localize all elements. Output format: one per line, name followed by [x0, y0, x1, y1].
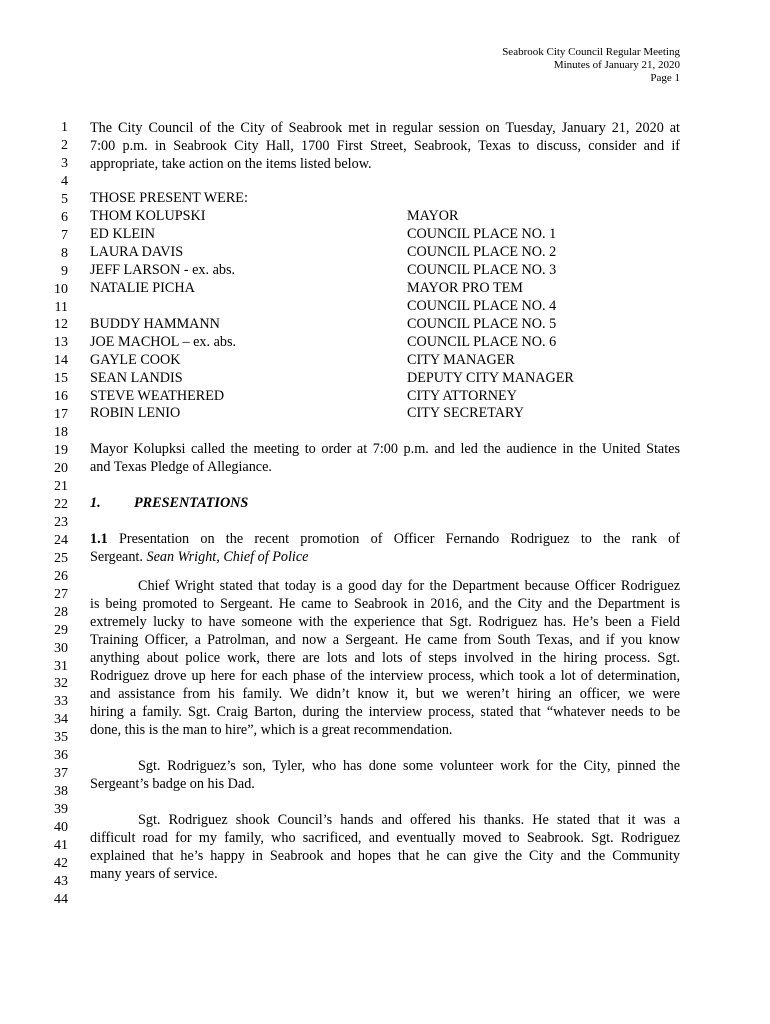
line-number: 20 — [54, 461, 68, 477]
line-number: 40 — [54, 820, 68, 835]
attendee-role: COUNCIL PLACE NO. 5 — [407, 315, 557, 332]
line-number: 38 — [54, 784, 68, 800]
header-page-number: Page 1 — [650, 72, 680, 84]
paragraph-line: anything about police work, there are lots and lots of steps involved in the hiring process. Sgt. — [90, 649, 680, 666]
paragraph-line: Sgt. Rodriguez’s son, Tyler, who has done some volunteer work for the City, pinned the — [138, 758, 680, 774]
paragraph-line: and assistance from his family. We didn’t know it, but we weren’t hiring an officer, we were — [90, 685, 680, 702]
attendee-name: ROBIN LENIO — [90, 405, 181, 422]
line-number: 34 — [54, 712, 68, 728]
agenda-item-number: 1.1 — [90, 531, 108, 547]
line-number: 26 — [54, 568, 68, 584]
line-number: 4 — [61, 173, 68, 189]
line-number: 11 — [54, 299, 68, 315]
attendee-name: JOE MACHOL – ex. abs. — [90, 333, 237, 350]
line-number: 44 — [54, 891, 68, 907]
line-number: 13 — [54, 335, 68, 351]
line-number: 16 — [54, 389, 68, 405]
line-number: 17 — [54, 407, 68, 423]
header-minutes-date: Minutes of January 21, 2020 — [553, 59, 680, 71]
line-number: 9 — [61, 263, 68, 279]
attendee-role: COUNCIL PLACE NO. 2 — [407, 243, 557, 260]
paragraph-line: Chief Wright stated that today is a good day for the Department because Officer Rodriguez — [138, 578, 680, 594]
paragraph-line: Sergeant’s badge on his Dad. — [90, 776, 255, 792]
line-number: 42 — [54, 855, 68, 871]
agenda-item-text: Sergeant. — [90, 549, 147, 565]
line-number: 21 — [54, 479, 68, 494]
attendee-name: BUDDY HAMMANN — [90, 315, 220, 332]
intro-line: appropriate, take action on the items listed below. — [90, 156, 372, 172]
section-title: PRESENTATIONS — [134, 495, 249, 511]
attendee-name: NATALIE PICHA — [90, 279, 195, 296]
line-number: 35 — [54, 730, 68, 746]
line-number: 25 — [54, 550, 68, 566]
line-number: 39 — [54, 802, 68, 818]
paragraph-line: done, this is the man to hire”, which is a great recommendation. — [90, 721, 453, 738]
paragraph-line: many years of service. — [90, 865, 218, 882]
attendee-name: SEAN LANDIS — [90, 369, 183, 386]
agenda-item-line — [90, 548, 680, 566]
attendee-role: COUNCIL PLACE NO. 6 — [407, 333, 557, 350]
attendee-role: MAYOR PRO TEM — [407, 279, 523, 296]
attendee-name: THOM KOLUPSKI — [90, 208, 206, 224]
attendee-name: STEVE WEATHERED — [90, 387, 225, 404]
agenda-item-text: Presentation on the recent promotion of Officer Fernando Rodriguez to the rank of — [118, 531, 680, 547]
line-number: 24 — [54, 532, 68, 548]
attendee-role: DEPUTY CITY MANAGER — [407, 369, 574, 386]
line-number: 15 — [54, 371, 68, 387]
line-number: 36 — [54, 748, 68, 764]
section-number: 1. — [90, 495, 101, 511]
intro-line: 7:00 p.m. in Seabrook City Hall, 1700 First Street, Seabrook, Texas to discuss, consider and if — [90, 138, 680, 154]
paragraph-line: difficult road for my family, who sacrificed, and eventually moved to Seabrook. Sgt. Rodriguez — [90, 830, 680, 846]
paragraph-line: Training Officer, a Patrolman, and now a Sergeant. He came from South Texas, and if you know — [90, 631, 680, 648]
line-number: 6 — [61, 209, 68, 225]
call-to-order-line: and Texas Pledge of Allegiance. — [90, 459, 272, 475]
line-number: 22 — [54, 496, 68, 512]
paragraph-line: Sgt. Rodriguez shook Council’s hands and offered his thanks. He stated that it was a — [138, 812, 680, 828]
attendee-role: MAYOR — [407, 208, 459, 224]
header-meeting-title: Seabrook City Council Regular Meeting — [502, 46, 680, 58]
line-number: 43 — [54, 873, 68, 889]
attendee-name: JEFF LARSON - ex. abs. — [90, 261, 236, 278]
line-number: 8 — [61, 245, 68, 261]
paragraph-line: hiring a family. Sgt. Craig Barton, during the interview process, stated that “whatever needs to be — [90, 703, 680, 720]
line-number: 31 — [54, 658, 68, 674]
attendee-role: CITY MANAGER — [407, 351, 515, 368]
attendee-role: COUNCIL PLACE NO. 3 — [407, 261, 557, 278]
line-number: 37 — [54, 766, 68, 782]
line-number: 30 — [54, 640, 68, 656]
line-number: 5 — [61, 191, 68, 207]
intro-line: The City Council of the City of Seabrook met in regular session on Tuesday, January 21, 2020 at — [90, 120, 680, 136]
line-number: 27 — [54, 586, 68, 602]
attendee-name: LAURA DAVIS — [90, 243, 184, 260]
line-number: 12 — [54, 317, 68, 333]
section-heading — [90, 494, 680, 512]
line-number: 28 — [54, 604, 68, 620]
attendee-role: CITY SECRETARY — [407, 405, 524, 422]
call-to-order-line: Mayor Kolupksi called the meeting to order at 7:00 p.m. and led the audience in the United States — [90, 441, 680, 457]
paragraph-line: is being promoted to Sergeant. He came to Seabrook in 2016, and the City and the Department is — [90, 596, 680, 612]
line-number: 14 — [54, 353, 68, 369]
attendee-name: GAYLE COOK — [90, 351, 181, 368]
line-number: 32 — [54, 676, 68, 692]
line-number: 23 — [54, 514, 68, 530]
paragraph-line: Rodriguez drove up here for each phase of the interview process, which took a lot of determination, — [90, 667, 680, 684]
line-number: 33 — [54, 694, 68, 710]
line-number: 19 — [54, 443, 68, 459]
line-number: 41 — [54, 838, 68, 853]
line-number: 2 — [61, 137, 68, 153]
attendee-role: COUNCIL PLACE NO. 4 — [407, 297, 557, 314]
attendee-name: ED KLEIN — [90, 225, 156, 242]
agenda-item-presenter: Sean Wright, Chief of Police — [146, 549, 309, 565]
attendee-role: CITY ATTORNEY — [407, 387, 517, 404]
page-header — [502, 46, 680, 85]
agenda-item-line — [90, 530, 680, 548]
present-heading: THOSE PRESENT WERE: — [90, 190, 248, 206]
line-number: 3 — [61, 155, 68, 171]
line-number: 1 — [61, 120, 68, 135]
line-number: 7 — [61, 227, 68, 243]
attendee-role: COUNCIL PLACE NO. 1 — [407, 225, 557, 242]
line-number: 10 — [54, 281, 68, 297]
paragraph-line: explained that he’s happy in Seabrook and hopes that he can give the City and the Community — [90, 847, 680, 864]
line-number: 29 — [54, 622, 68, 638]
paragraph-line: extremely lucky to have someone with the experience that Sgt. Rodriguez has. He’s been a Field — [90, 613, 680, 630]
line-number: 18 — [54, 425, 68, 441]
